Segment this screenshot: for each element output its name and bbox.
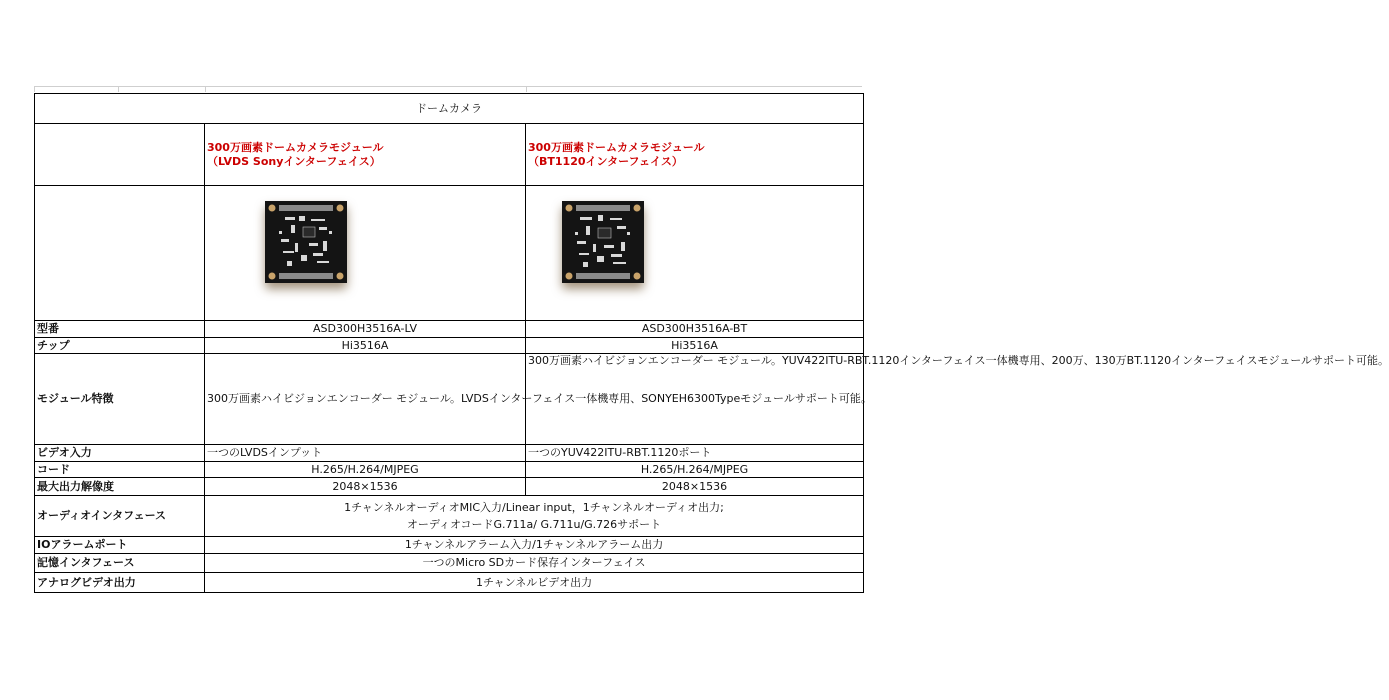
row-label-features: モジュール特徴 xyxy=(35,354,205,445)
product-name-bt xyxy=(526,124,864,186)
max-res-lv: 2048×1536 xyxy=(205,478,526,496)
table-row xyxy=(35,186,864,321)
audio-value xyxy=(205,496,864,537)
row-label-analog: アナログビデオ出力 xyxy=(35,573,205,593)
table-row xyxy=(35,537,864,554)
table-row xyxy=(35,338,864,354)
top-rule-mark xyxy=(526,86,527,92)
table-row xyxy=(35,124,864,186)
table-row xyxy=(35,462,864,478)
top-rule xyxy=(34,86,862,87)
row-label-storage: 記憶インタフェース xyxy=(35,554,205,573)
product-name-lv xyxy=(205,124,526,186)
table-row xyxy=(35,554,864,573)
product-name-line: （BT1120インターフェイス） xyxy=(528,154,683,168)
codec-lv: H.265/H.264/MJPEG xyxy=(205,462,526,478)
top-rule-mark xyxy=(205,86,206,92)
product-name-line: （LVDS Sonyインターフェイス） xyxy=(207,154,381,168)
header-empty-cell xyxy=(35,124,205,186)
analog-value: 1チャンネルビデオ出力 xyxy=(205,573,864,593)
row-label-io-alarm: IOアラームポート xyxy=(35,537,205,554)
table-title: ドームカメラ xyxy=(35,94,864,124)
max-res-bt: 2048×1536 xyxy=(526,478,864,496)
image-empty-cell xyxy=(35,186,205,321)
audio-line: オーディオコードG.711a/ G.711u/G.726サポート xyxy=(406,518,662,531)
product-name-line: 300万画素ドームカメラモジュール xyxy=(207,140,384,154)
circuit-board-image xyxy=(562,201,644,283)
circuit-board-image xyxy=(265,201,347,283)
spec-table xyxy=(34,93,1389,593)
features-bt: 300万画素ハイビジョンエンコーダー モジュール。YUV422ITU-RBT.1120インターフェイス一体機専用、200万、130万BT.1120インターフェイスモジュールサポート可能。 xyxy=(526,354,864,445)
codec-bt: H.265/H.264/MJPEG xyxy=(526,462,864,478)
io-alarm-value: 1チャンネルアラーム入力/1チャンネルアラーム出力 xyxy=(205,537,864,554)
video-in-bt: 一つのYUV422ITU-RBT.1120ポート xyxy=(526,445,864,462)
row-label-model: 型番 xyxy=(35,321,205,338)
row-label-max-res: 最大出力解像度 xyxy=(35,478,205,496)
features-lv: 300万画素ハイビジョンエンコーダー モジュール。LVDSインターフェイス一体機専用、SONYEH6300Typeモジュールサポート可能。 xyxy=(205,354,526,445)
video-in-lv: 一つのLVDSインプット xyxy=(205,445,526,462)
audio-line: 1チャンネルオーディオMIC入力/Linear input，1チャンネルオーディオ出力; xyxy=(344,501,724,514)
product-name-line: 300万画素ドームカメラモジュール xyxy=(528,140,705,154)
row-label-audio: オーディオインタフェース xyxy=(35,496,205,537)
storage-value: 一つのMicro SDカード保存インターフェイス xyxy=(205,554,864,573)
table-row xyxy=(35,321,864,338)
chip-bt: Hi3516A xyxy=(526,338,864,354)
table-row xyxy=(35,445,864,462)
table-row xyxy=(35,496,864,537)
table-row xyxy=(35,354,864,445)
top-rule-mark xyxy=(118,86,119,92)
table-row xyxy=(35,573,864,593)
row-label-video-in: ビデオ入力 xyxy=(35,445,205,462)
image-cell-lv xyxy=(205,186,526,321)
row-label-codec: コード xyxy=(35,462,205,478)
table-row xyxy=(35,478,864,496)
table-row xyxy=(35,94,864,124)
row-label-chip: チップ xyxy=(35,338,205,354)
model-lv: ASD300H3516A-LV xyxy=(205,321,526,338)
model-bt: ASD300H3516A-BT xyxy=(526,321,864,338)
chip-lv: Hi3516A xyxy=(205,338,526,354)
top-rule-mark xyxy=(34,86,35,92)
image-cell-bt xyxy=(526,186,864,321)
